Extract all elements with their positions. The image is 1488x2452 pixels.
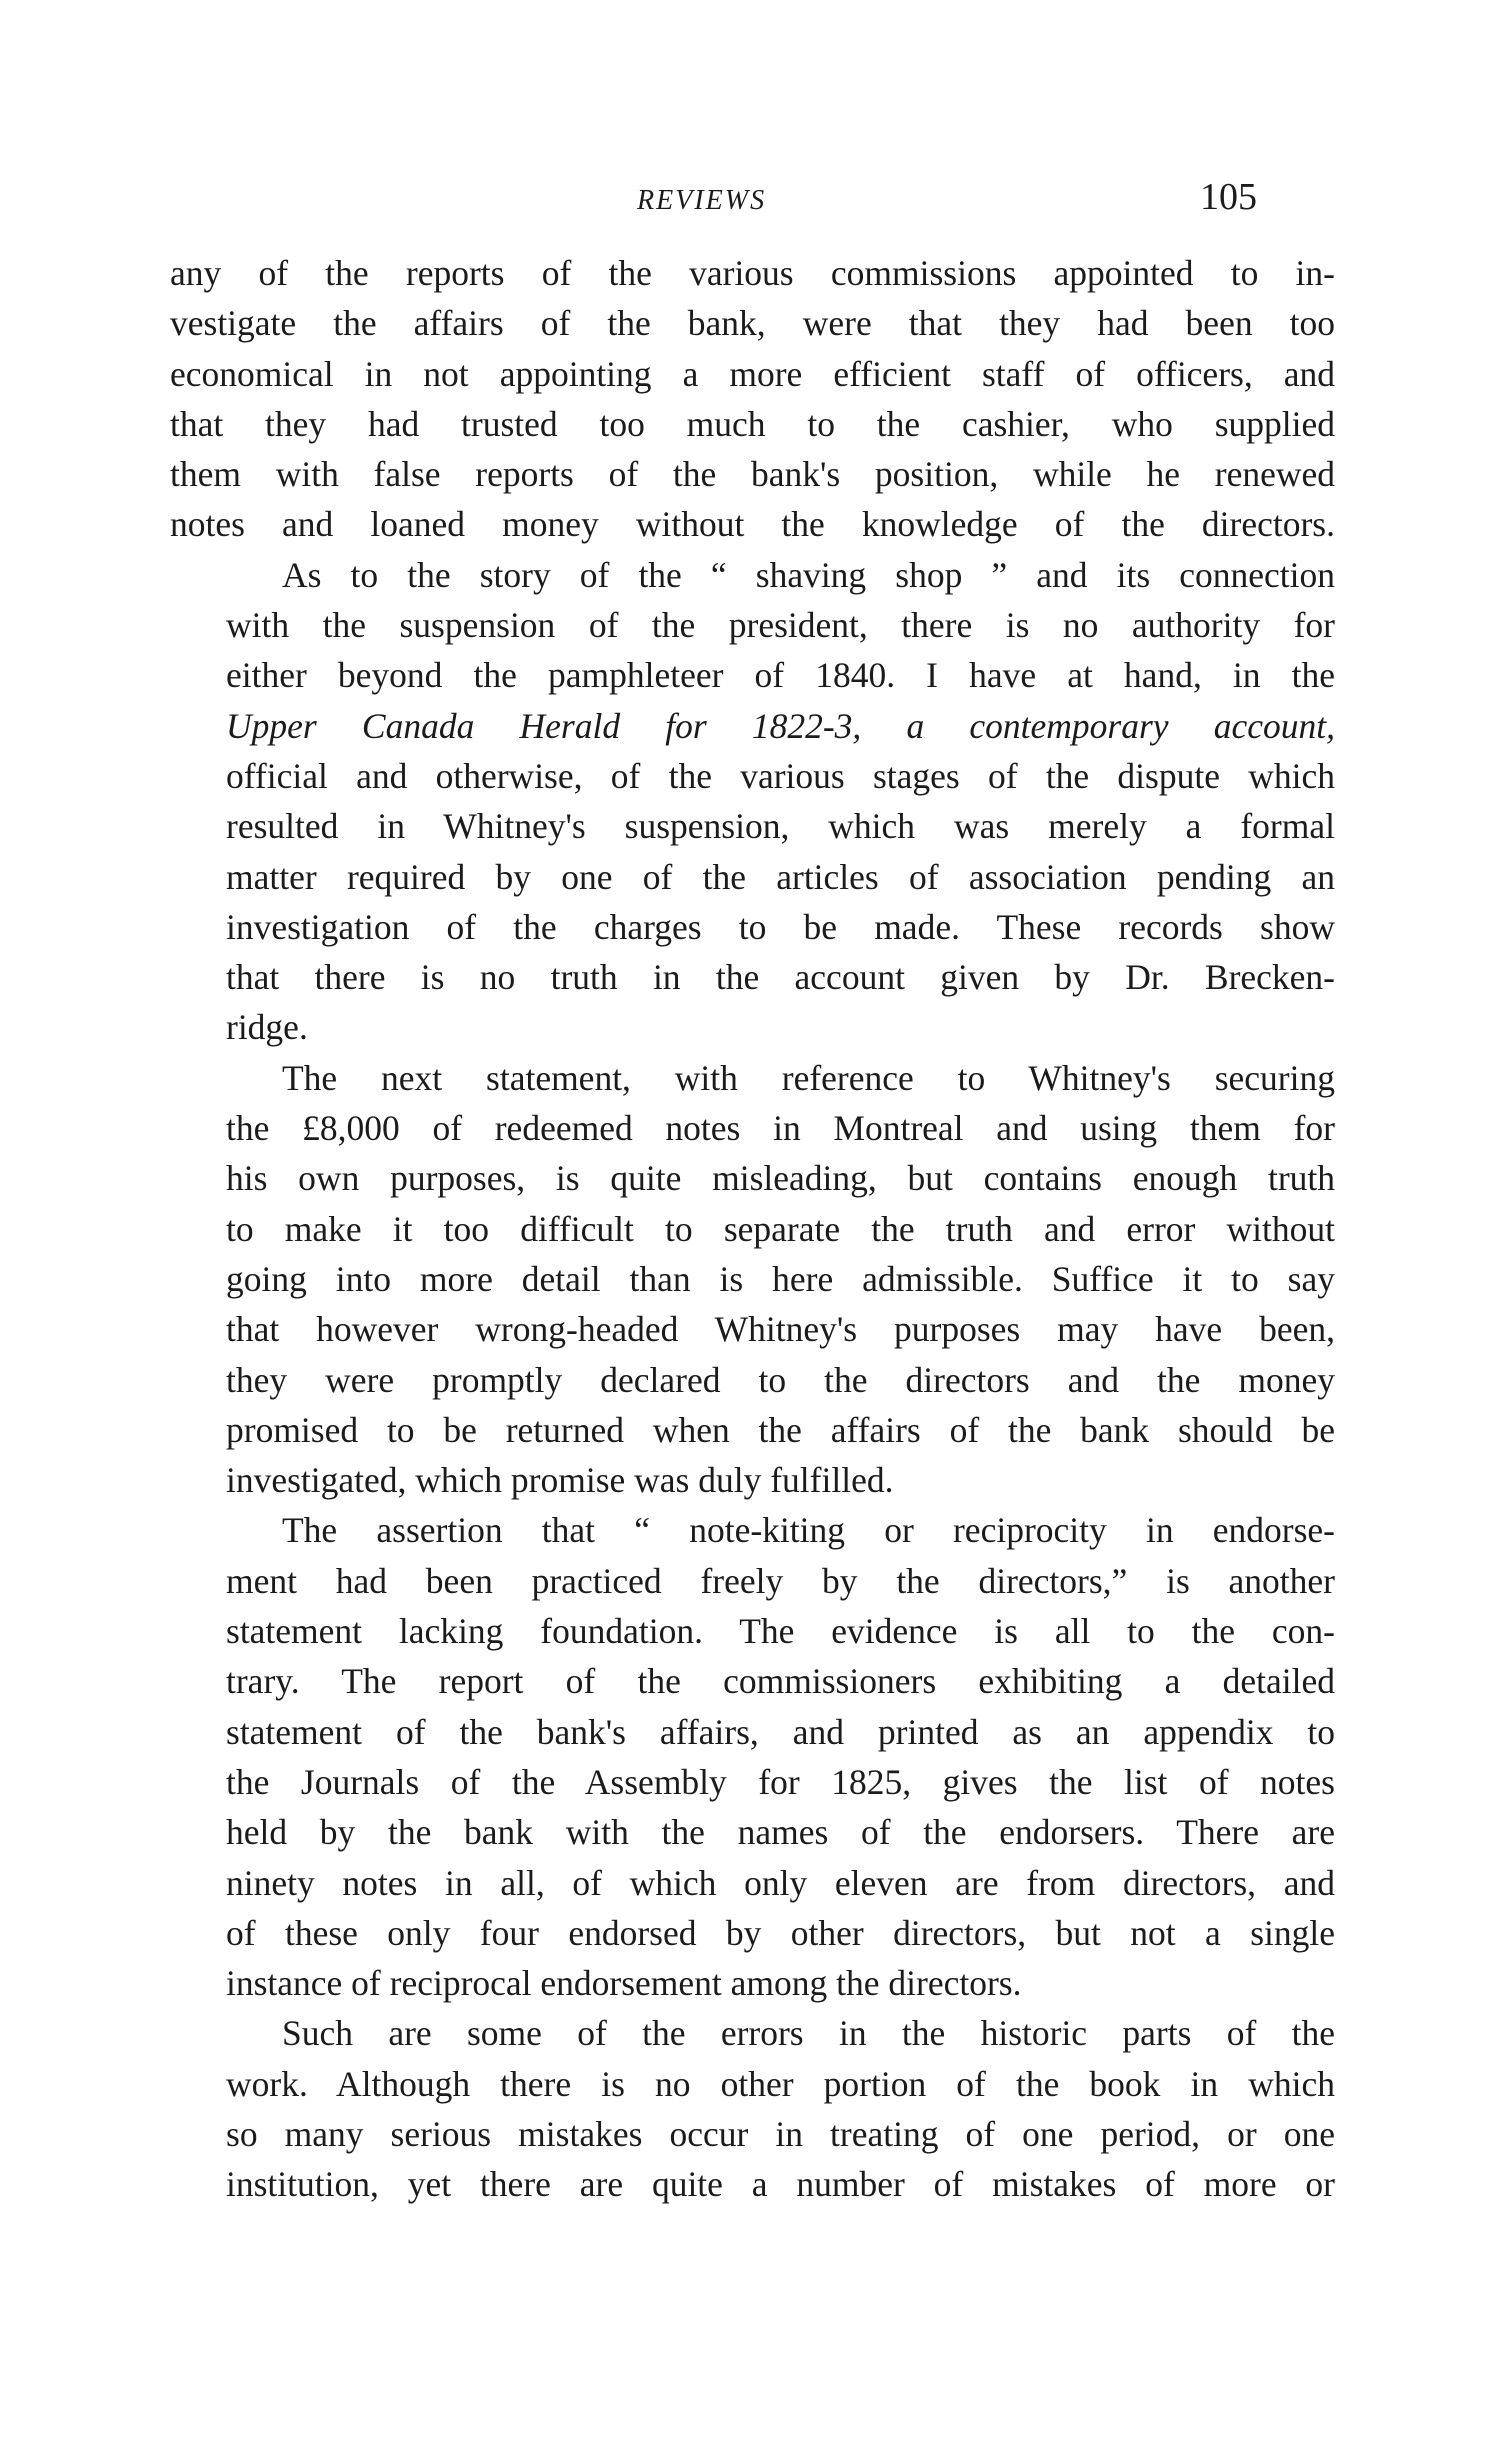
text-line: institution, yet there are quite a number of mistakes of more or: [226, 2164, 1335, 2205]
text-line: investigated, which promise was duly fulfilled.: [226, 1460, 894, 1501]
paragraph: [170, 1053, 1335, 1506]
text-line: The assertion that “ note-kiting or reciprocity in endorse-: [282, 1510, 1335, 1551]
paragraph: [170, 2008, 1335, 2209]
paragraph: [170, 248, 1335, 550]
text-line: official and otherwise, of the various stages of the dispute which: [226, 755, 1335, 796]
text-line: to make it too difficult to separate the truth and error without: [226, 1208, 1335, 1249]
text-line: statement of the bank's affairs, and printed as an appendix to: [226, 1711, 1335, 1752]
text-line: the £8,000 of redeemed notes in Montreal and using them for: [226, 1108, 1335, 1149]
text-line: notes and loaned money without the knowledge of the directors.: [170, 504, 1335, 545]
text-line: going into more detail than is here admissible. Suffice it to say: [226, 1258, 1335, 1299]
text-line: As to the story of the “ shaving shop ” and its connection: [282, 554, 1335, 595]
text-line: that there is no truth in the account given by Dr. Brecken-: [226, 957, 1335, 998]
text-line: vestigate the affairs of the bank, were that they had been too: [170, 303, 1335, 344]
text-line: Upper Canada Herald for 1822-3, a contemporary account,: [226, 705, 1335, 746]
page-number: 105: [1200, 176, 1257, 218]
text-line: either beyond the pamphleteer of 1840. I have at hand, in the: [226, 655, 1335, 696]
text-line: trary. The report of the commissioners exhibiting a detailed: [226, 1661, 1335, 1702]
text-line: that however wrong-headed Whitney's purposes may have been,: [226, 1309, 1335, 1350]
text-line: ninety notes in all, of which only eleven are from directors, and: [226, 1862, 1335, 1903]
paragraph: [170, 550, 1335, 1053]
text-line: with the suspension of the president, there is no authority for: [226, 605, 1335, 646]
body-text: [170, 248, 1335, 2210]
paragraph: [170, 1505, 1335, 2008]
text-line: them with false reports of the bank's position, while he renewed: [170, 454, 1335, 495]
text-line: Such are some of the errors in the historic parts of the: [282, 2013, 1335, 2054]
text-line: instance of reciprocal endorsement among the directors.: [226, 1963, 1022, 2004]
text-line: ridge.: [226, 1007, 308, 1048]
text-line: statement lacking foundation. The evidence is all to the con-: [226, 1611, 1335, 1652]
text-line: they were promptly declared to the directors and the money: [226, 1359, 1335, 1400]
text-line: his own purposes, is quite misleading, but contains enough truth: [226, 1158, 1335, 1199]
text-line: of these only four endorsed by other directors, but not a single: [226, 1912, 1335, 1953]
text-line: matter required by one of the articles of association pending an: [226, 856, 1335, 897]
text-line: economical in not appointing a more efficient staff of officers, and: [170, 353, 1335, 394]
text-line: any of the reports of the various commissions appointed to in-: [170, 253, 1335, 293]
text-line: promised to be returned when the affairs of the bank should be: [226, 1409, 1335, 1450]
text-line: work. Although there is no other portion of the book in which: [226, 2063, 1335, 2104]
text-line: investigation of the charges to be made. These records show: [226, 906, 1335, 947]
text-line: the Journals of the Assembly for 1825, gives the list of notes: [226, 1761, 1335, 1802]
text-line: that they had trusted too much to the cashier, who supplied: [170, 403, 1335, 444]
running-head: REVIEWS: [637, 185, 767, 216]
page-header: [0, 175, 1488, 235]
text-line: The next statement, with reference to Whitney's securing: [282, 1057, 1335, 1098]
text-line: held by the bank with the names of the endorsers. There are: [226, 1812, 1335, 1853]
text-line: resulted in Whitney's suspension, which was merely a formal: [226, 806, 1335, 847]
text-line: so many serious mistakes occur in treating of one period, or one: [226, 2113, 1335, 2154]
text-line: ment had been practiced freely by the directors,” is another: [226, 1560, 1335, 1601]
